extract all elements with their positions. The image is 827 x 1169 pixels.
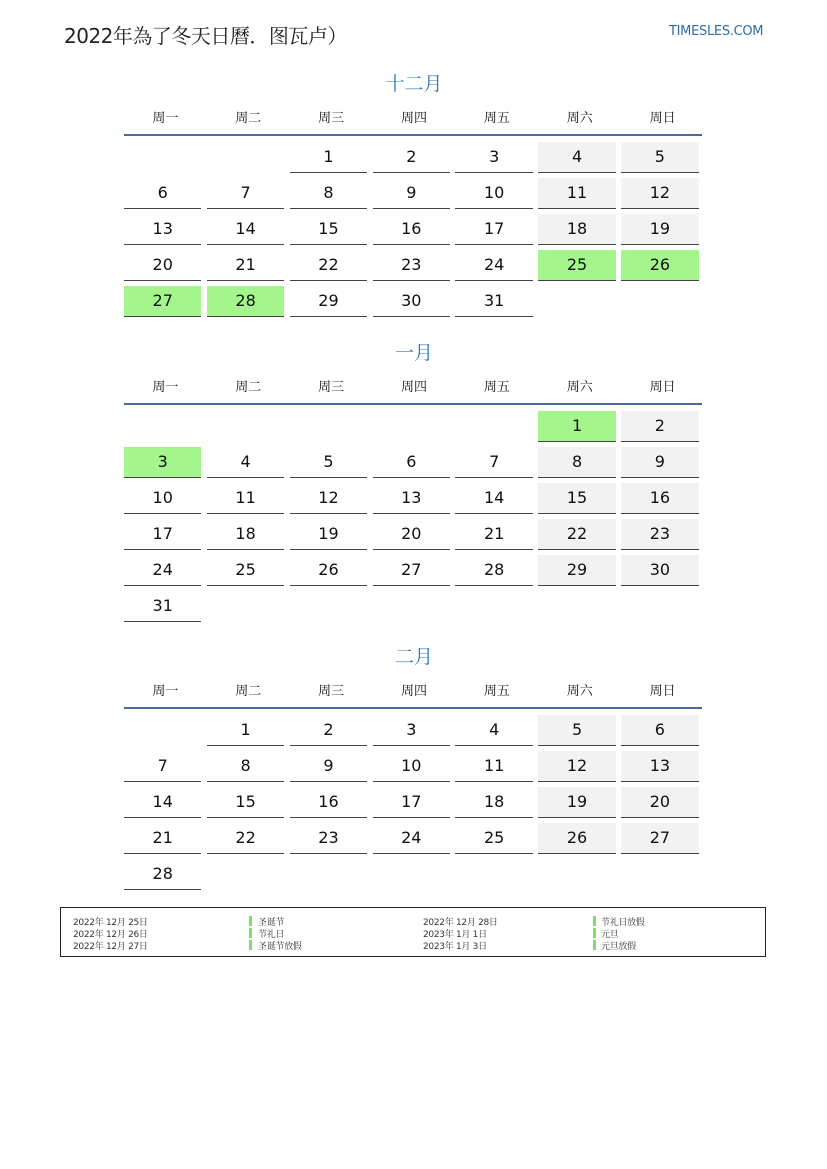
day-cell: 6 bbox=[373, 447, 450, 478]
day-cell: 9 bbox=[373, 178, 450, 209]
empty-day-cell bbox=[290, 411, 367, 441]
empty-day-cell bbox=[373, 591, 450, 621]
day-cell: 26 bbox=[290, 555, 367, 586]
day-cell: 10 bbox=[124, 483, 201, 514]
day-cell: 9 bbox=[290, 751, 367, 782]
day-cell: 16 bbox=[373, 214, 450, 245]
legend-marker bbox=[249, 928, 252, 938]
legend-holiday-name: 节礼日放假 bbox=[601, 918, 645, 928]
legend-holiday-name: 元旦 bbox=[601, 930, 619, 940]
day-cell: 14 bbox=[124, 787, 201, 818]
day-cell: 22 bbox=[538, 519, 615, 550]
weekday-label: 周日 bbox=[649, 683, 676, 699]
legend-date: 2023年 1月 3日 bbox=[423, 942, 487, 952]
empty-day-cell bbox=[455, 859, 532, 889]
day-cell: 16 bbox=[290, 787, 367, 818]
legend-date: 2022年 12月 28日 bbox=[423, 918, 498, 928]
legend-marker bbox=[249, 940, 252, 950]
day-cell: 2 bbox=[290, 715, 367, 746]
empty-day-cell bbox=[621, 591, 698, 621]
empty-day-cell bbox=[207, 591, 284, 621]
header-divider bbox=[124, 707, 702, 709]
day-cell: 27 bbox=[621, 823, 698, 854]
day-cell: 27 bbox=[124, 286, 201, 317]
day-cell: 28 bbox=[207, 286, 284, 317]
empty-day-cell bbox=[621, 286, 698, 316]
weekday-label: 周五 bbox=[483, 683, 510, 699]
day-cell: 1 bbox=[538, 411, 615, 442]
week-row bbox=[124, 142, 704, 178]
day-cell: 6 bbox=[621, 715, 698, 746]
month-name: 十二月 bbox=[385, 73, 443, 95]
weekday-label: 周日 bbox=[649, 379, 676, 395]
day-cell: 23 bbox=[621, 519, 698, 550]
weekday-label: 周三 bbox=[318, 379, 345, 395]
day-cell: 15 bbox=[538, 483, 615, 514]
day-cell: 18 bbox=[207, 519, 284, 550]
holiday-legend bbox=[60, 907, 766, 957]
day-cell: 18 bbox=[455, 787, 532, 818]
legend-holiday-name: 圣诞节放假 bbox=[258, 942, 302, 952]
day-cell: 25 bbox=[455, 823, 532, 854]
weekday-label: 周三 bbox=[318, 683, 345, 699]
day-cell: 13 bbox=[621, 751, 698, 782]
day-cell: 9 bbox=[621, 447, 698, 478]
day-cell: 2 bbox=[621, 411, 698, 442]
week-row bbox=[124, 823, 704, 859]
day-cell: 22 bbox=[290, 250, 367, 281]
day-cell: 20 bbox=[373, 519, 450, 550]
week-row bbox=[124, 787, 704, 823]
month-block bbox=[124, 643, 704, 895]
weekday-label: 周六 bbox=[566, 110, 593, 126]
day-cell: 31 bbox=[124, 591, 201, 622]
day-cell: 12 bbox=[621, 178, 698, 209]
day-grid bbox=[124, 411, 704, 627]
day-cell: 17 bbox=[455, 214, 532, 245]
month-name: 二月 bbox=[394, 646, 433, 668]
weekday-label: 周二 bbox=[235, 379, 262, 395]
day-cell: 5 bbox=[621, 142, 698, 173]
day-cell: 1 bbox=[290, 142, 367, 173]
week-row bbox=[124, 483, 704, 519]
empty-day-cell bbox=[538, 859, 615, 889]
day-cell: 4 bbox=[207, 447, 284, 478]
day-cell: 4 bbox=[538, 142, 615, 173]
day-cell: 15 bbox=[290, 214, 367, 245]
day-cell: 30 bbox=[621, 555, 698, 586]
day-cell: 18 bbox=[538, 214, 615, 245]
day-cell: 2 bbox=[373, 142, 450, 173]
day-cell: 25 bbox=[207, 555, 284, 586]
day-cell: 4 bbox=[455, 715, 532, 746]
empty-day-cell bbox=[207, 411, 284, 441]
day-cell: 5 bbox=[538, 715, 615, 746]
day-cell: 5 bbox=[290, 447, 367, 478]
empty-day-cell bbox=[373, 859, 450, 889]
weekday-header bbox=[124, 367, 704, 403]
day-grid bbox=[124, 142, 704, 322]
weekday-label: 周五 bbox=[483, 379, 510, 395]
empty-day-cell bbox=[207, 859, 284, 889]
weekday-label: 周四 bbox=[401, 683, 428, 699]
day-cell: 20 bbox=[621, 787, 698, 818]
day-cell: 7 bbox=[207, 178, 284, 209]
month-block bbox=[124, 70, 704, 322]
day-cell: 31 bbox=[455, 286, 532, 317]
site-link[interactable]: TIMESLES.COM bbox=[669, 24, 764, 39]
legend-marker bbox=[593, 928, 596, 938]
day-cell: 1 bbox=[207, 715, 284, 746]
day-cell: 3 bbox=[455, 142, 532, 173]
day-cell: 23 bbox=[290, 823, 367, 854]
empty-day-cell bbox=[124, 411, 201, 441]
empty-day-cell bbox=[455, 411, 532, 441]
day-cell: 19 bbox=[290, 519, 367, 550]
day-cell: 20 bbox=[124, 250, 201, 281]
day-cell: 19 bbox=[538, 787, 615, 818]
day-cell: 13 bbox=[124, 214, 201, 245]
day-cell: 7 bbox=[455, 447, 532, 478]
day-cell: 28 bbox=[455, 555, 532, 586]
day-cell: 13 bbox=[373, 483, 450, 514]
day-cell: 12 bbox=[538, 751, 615, 782]
day-cell: 3 bbox=[124, 447, 201, 478]
week-row bbox=[124, 519, 704, 555]
day-cell: 21 bbox=[455, 519, 532, 550]
weekday-header bbox=[124, 671, 704, 707]
day-cell: 3 bbox=[373, 715, 450, 746]
day-cell: 11 bbox=[538, 178, 615, 209]
day-cell: 21 bbox=[207, 250, 284, 281]
day-cell: 29 bbox=[538, 555, 615, 586]
page-title: 2022年為了冬天日曆．图瓦卢） bbox=[64, 24, 347, 48]
weekday-label: 周三 bbox=[318, 110, 345, 126]
week-row bbox=[124, 214, 704, 250]
day-cell: 26 bbox=[621, 250, 698, 281]
day-cell: 17 bbox=[124, 519, 201, 550]
empty-day-cell bbox=[207, 142, 284, 172]
empty-day-cell bbox=[621, 859, 698, 889]
weekday-label: 周六 bbox=[566, 683, 593, 699]
empty-day-cell bbox=[124, 142, 201, 172]
week-row bbox=[124, 859, 704, 895]
day-cell: 24 bbox=[124, 555, 201, 586]
day-cell: 23 bbox=[373, 250, 450, 281]
day-cell: 12 bbox=[290, 483, 367, 514]
legend-holiday-name: 元旦放假 bbox=[601, 942, 636, 952]
day-cell: 10 bbox=[455, 178, 532, 209]
day-cell: 21 bbox=[124, 823, 201, 854]
legend-date: 2022年 12月 27日 bbox=[73, 942, 148, 952]
weekday-label: 周一 bbox=[152, 379, 179, 395]
week-row bbox=[124, 555, 704, 591]
month-name: 一月 bbox=[394, 342, 433, 364]
header-divider bbox=[124, 134, 702, 136]
day-cell: 17 bbox=[373, 787, 450, 818]
empty-day-cell bbox=[455, 591, 532, 621]
day-cell: 15 bbox=[207, 787, 284, 818]
day-cell: 24 bbox=[455, 250, 532, 281]
legend-holiday-name: 圣诞节 bbox=[258, 918, 285, 928]
day-cell: 26 bbox=[538, 823, 615, 854]
day-cell: 14 bbox=[455, 483, 532, 514]
empty-day-cell bbox=[373, 411, 450, 441]
day-cell: 28 bbox=[124, 859, 201, 890]
week-row bbox=[124, 250, 704, 286]
legend-marker bbox=[593, 916, 596, 926]
week-row bbox=[124, 751, 704, 787]
legend-marker bbox=[249, 916, 252, 926]
empty-day-cell bbox=[290, 591, 367, 621]
weekday-label: 周一 bbox=[152, 110, 179, 126]
week-row bbox=[124, 447, 704, 483]
week-row bbox=[124, 286, 704, 322]
empty-day-cell bbox=[538, 286, 615, 316]
day-cell: 7 bbox=[124, 751, 201, 782]
day-cell: 8 bbox=[290, 178, 367, 209]
header-divider bbox=[124, 403, 702, 405]
week-row bbox=[124, 715, 704, 751]
day-grid bbox=[124, 715, 704, 895]
weekday-header bbox=[124, 98, 704, 134]
empty-day-cell bbox=[538, 591, 615, 621]
day-cell: 22 bbox=[207, 823, 284, 854]
day-cell: 8 bbox=[207, 751, 284, 782]
week-row bbox=[124, 178, 704, 214]
weekday-label: 周二 bbox=[235, 110, 262, 126]
day-cell: 29 bbox=[290, 286, 367, 317]
weekday-label: 周二 bbox=[235, 683, 262, 699]
empty-day-cell bbox=[290, 859, 367, 889]
weekday-label: 周六 bbox=[566, 379, 593, 395]
legend-marker bbox=[593, 940, 596, 950]
day-cell: 16 bbox=[621, 483, 698, 514]
legend-holiday-name: 节礼日 bbox=[258, 930, 285, 940]
day-cell: 27 bbox=[373, 555, 450, 586]
month-block bbox=[124, 339, 704, 627]
day-cell: 24 bbox=[373, 823, 450, 854]
week-row bbox=[124, 591, 704, 627]
legend-date: 2022年 12月 26日 bbox=[73, 930, 148, 940]
day-cell: 14 bbox=[207, 214, 284, 245]
weekday-label: 周日 bbox=[649, 110, 676, 126]
weekday-label: 周一 bbox=[152, 683, 179, 699]
day-cell: 11 bbox=[455, 751, 532, 782]
day-cell: 10 bbox=[373, 751, 450, 782]
day-cell: 25 bbox=[538, 250, 615, 281]
empty-day-cell bbox=[124, 715, 201, 745]
day-cell: 6 bbox=[124, 178, 201, 209]
day-cell: 30 bbox=[373, 286, 450, 317]
legend-date: 2022年 12月 25日 bbox=[73, 918, 148, 928]
weekday-label: 周四 bbox=[401, 110, 428, 126]
weekday-label: 周五 bbox=[483, 110, 510, 126]
day-cell: 8 bbox=[538, 447, 615, 478]
weekday-label: 周四 bbox=[401, 379, 428, 395]
day-cell: 11 bbox=[207, 483, 284, 514]
week-row bbox=[124, 411, 704, 447]
day-cell: 19 bbox=[621, 214, 698, 245]
legend-date: 2023年 1月 1日 bbox=[423, 930, 487, 940]
